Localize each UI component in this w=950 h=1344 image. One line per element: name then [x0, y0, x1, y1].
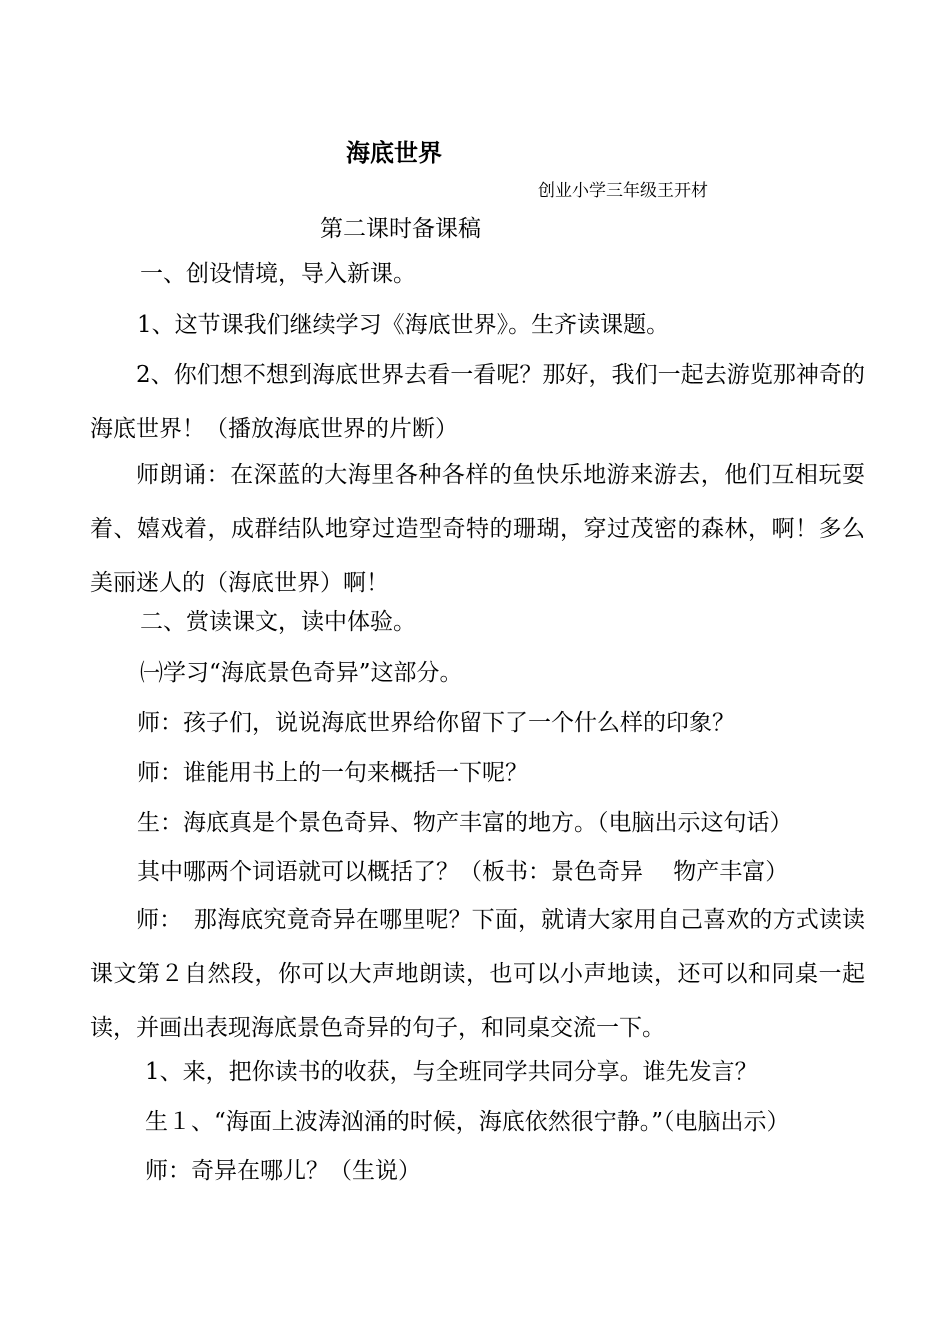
student-1-response: 生１、“海面上波涛汹涌的时候，海底依然很宁静。”（电脑出示） [145, 1109, 790, 1135]
student-answer-1: 生：海底真是个景色奇异、物产丰富的地方。（电脑出示这句话） [137, 810, 793, 836]
teacher-recitation: 师朗诵：在深蓝的大海里各种各样的鱼快乐地游来游去，他们互相玩耍着、嬉戏着，成群结队地穿过造型奇特的珊瑚，穿过茂密的森林，啊！多么美丽迷人的（海底世界）啊！ [90, 462, 865, 596]
section-one-item-1: 1、这节课我们继续学习《海底世界》。生齐读课题。 [137, 312, 670, 338]
document-title: 海底世界 [346, 138, 442, 167]
share-prompt: 1、来，把你读书的收获，与全班同学共同分享。谁先发言？ [145, 1059, 758, 1085]
lesson-subtitle: 第二课时备课稿 [320, 216, 481, 242]
author-line: 创业小学三年级王开材 [538, 181, 708, 201]
teacher-question-2: 师：谁能用书上的一句来概括一下呢？ [137, 760, 528, 786]
teacher-question-4: 师： 那海底究竟奇异在哪里呢？下面，就请大家用自己喜欢的方式读读课文第２自然段，你可以大声地朗读，也可以小声地读，还可以和同桌一起读，并画出表现海底景色奇异的句子，和同桌交流一下。 [90, 907, 865, 1041]
teacher-question-1: 师：孩子们，说说海底世界给你留下了一个什么样的印象？ [137, 710, 735, 736]
teacher-question-3: 其中哪两个词语就可以概括了？（板书：景色奇异 物产丰富） [137, 859, 789, 885]
teacher-question-5: 师：奇异在哪儿？（生说） [145, 1158, 421, 1184]
section-two-subheading: ㈠学习“海底景色奇异”这部分。 [140, 660, 463, 686]
section-one-heading: 一、创设情境，导入新课。 [140, 261, 416, 287]
section-two-heading: 二、赏读课文，读中体验。 [140, 609, 416, 635]
section-one-item-2: 2、你们想不想到海底世界去看一看呢？那好，我们一起去游览那神奇的海底世界！（播放海底世界的片断） [90, 362, 865, 442]
